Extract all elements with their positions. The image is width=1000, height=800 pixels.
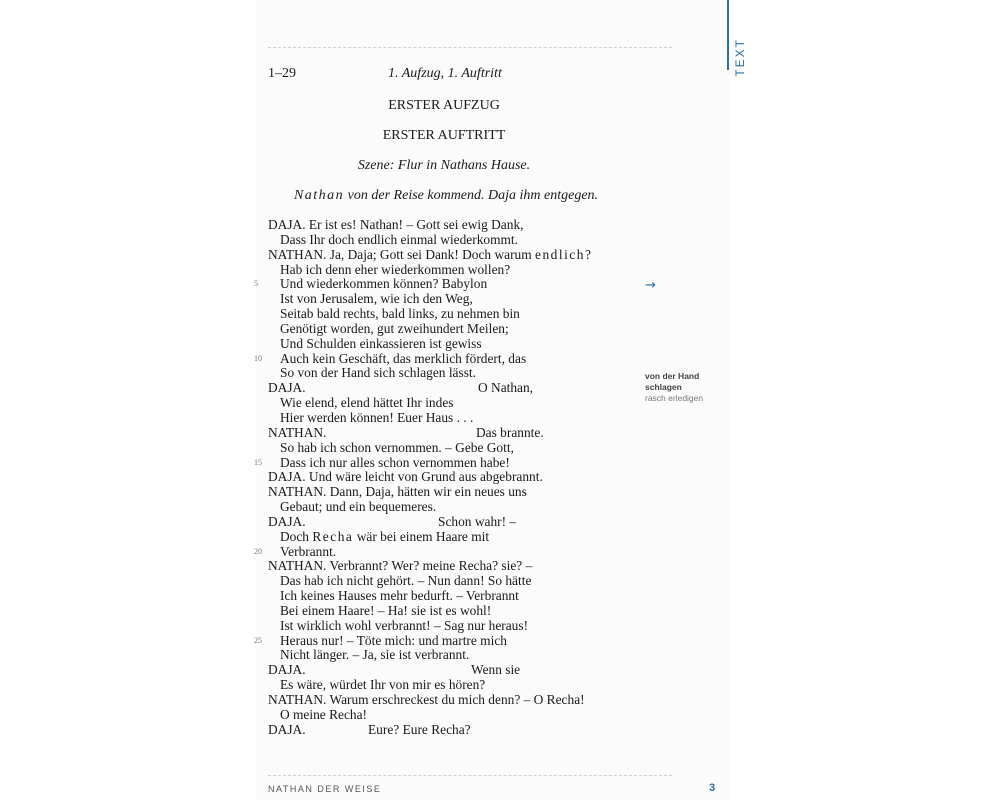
line-text: Ist wirklich wohl verbrannt! – Sag nur heraus! bbox=[280, 617, 529, 633]
line-text: NATHAN. Warum erschreckest du mich denn? – O Recha! bbox=[268, 692, 585, 707]
line-text: Dass Ihr doch endlich einmal wiederkommt. bbox=[280, 231, 518, 247]
script-line bbox=[268, 589, 648, 604]
line-text: Das hab ich nicht gehört. – Nun dann! So hätte bbox=[280, 573, 532, 589]
script-line bbox=[268, 322, 648, 337]
script-line bbox=[268, 604, 648, 619]
line-text: NATHAN. Ja, Daja; Gott sei Dank! Doch warum bbox=[268, 246, 532, 262]
line-text: Hier werden können! Euer Haus . . . bbox=[280, 409, 474, 425]
line-text: So hab ich schon vernommen. – Gebe Gott, bbox=[280, 439, 514, 455]
script-line bbox=[268, 663, 648, 678]
running-head: 1. Aufzug, 1. Auftritt bbox=[388, 66, 502, 81]
line-text: Hab ich denn eher wiederkommen wollen? bbox=[280, 261, 511, 277]
script-line bbox=[268, 485, 648, 500]
side-tab-label[interactable]: TEXT bbox=[733, 38, 747, 77]
page-number: 3 bbox=[709, 782, 716, 794]
line-text: Wie elend, elend hättet Ihr indes bbox=[280, 395, 454, 411]
line-text: O meine Recha! bbox=[280, 706, 367, 722]
line-range: 1–29 bbox=[268, 66, 296, 81]
line-text: So von der Hand sich schlagen lässt. bbox=[280, 365, 476, 381]
script-line bbox=[254, 276, 648, 292]
act-title: ERSTER AUFZUG bbox=[388, 98, 500, 113]
footer-title: NATHAN DER WEISE bbox=[268, 784, 382, 794]
arrow-right-icon[interactable]: → bbox=[645, 278, 656, 293]
script-line bbox=[268, 292, 648, 307]
line-text: Wenn sie bbox=[471, 662, 521, 678]
line-number: 5 bbox=[254, 279, 258, 289]
script-line bbox=[268, 693, 648, 708]
speaker: DAJA. bbox=[268, 662, 306, 678]
line-text-emphasis: endlich? bbox=[535, 246, 593, 262]
line-text: DAJA. Und wäre leicht von Grund aus abgebrannt. bbox=[268, 469, 543, 485]
scene-title: ERSTER AUFTRITT bbox=[382, 128, 506, 143]
script-line bbox=[268, 530, 648, 545]
gloss-definition: rasch erledigen bbox=[645, 393, 704, 403]
line-text: Genötigt worden, gut zweihundert Meilen; bbox=[280, 320, 509, 336]
gloss-term: von der Hand schlagen bbox=[645, 371, 700, 392]
line-text: DAJA. Er ist es! Nathan! – Gott sei ewig Dank, bbox=[268, 217, 524, 232]
line-text: Nicht länger. – Ja, sie ist verbrannt. bbox=[280, 647, 470, 663]
line-text: Das brannte. bbox=[476, 424, 544, 440]
line-text: Schon wahr! – bbox=[438, 513, 517, 529]
top-divider bbox=[268, 47, 672, 48]
script-line bbox=[268, 248, 648, 263]
line-text: Eure? Eure Recha? bbox=[368, 721, 471, 737]
line-text: Ich keines Hauses mehr bedurft. – Verbrannt bbox=[280, 588, 519, 604]
script-line bbox=[268, 307, 648, 322]
line-text: NATHAN. Dann, Daja, hätten wir ein neues uns bbox=[268, 484, 527, 500]
script-line bbox=[268, 500, 648, 515]
script-line bbox=[254, 454, 648, 471]
side-tab-rule bbox=[727, 0, 729, 70]
script-line bbox=[268, 426, 648, 441]
script-line bbox=[268, 337, 648, 352]
script-line bbox=[268, 263, 648, 278]
line-text: Und Schulden einkassieren ist gewiss bbox=[280, 335, 482, 351]
stage-direction-name: Nathan bbox=[293, 188, 345, 203]
script-line bbox=[268, 366, 648, 381]
line-text: Dass ich nur alles schon vernommen habe! bbox=[280, 454, 510, 470]
line-number: 10 bbox=[254, 353, 262, 363]
scene-setting: Szene: Flur in Nathans Hause. bbox=[357, 158, 531, 173]
line-text: Bei einem Haare! – Ha! sie ist es wohl! bbox=[280, 602, 492, 618]
play-text bbox=[254, 217, 648, 738]
script-line bbox=[268, 559, 648, 574]
script-line bbox=[268, 515, 648, 530]
script-line bbox=[268, 441, 648, 456]
line-text: Und wiederkommen können? Babylon bbox=[280, 276, 488, 292]
stage-direction bbox=[270, 188, 622, 204]
script-line bbox=[254, 632, 648, 649]
line-text: Ist von Jerusalem, wie ich den Weg, bbox=[280, 291, 473, 307]
speaker: DAJA. bbox=[268, 721, 306, 737]
line-text: Verbrannt. bbox=[280, 543, 337, 559]
line-text: Auch kein Geschäft, das merklich fördert, das bbox=[280, 350, 527, 366]
script-line bbox=[268, 723, 648, 738]
script-line bbox=[268, 619, 648, 634]
margin-gloss bbox=[645, 371, 735, 404]
script-line bbox=[268, 648, 648, 663]
bottom-divider bbox=[268, 775, 672, 776]
script-line bbox=[268, 678, 648, 693]
line-text: NATHAN. Verbrannt? Wer? meine Recha? sie? – bbox=[268, 558, 533, 574]
script-line bbox=[268, 233, 648, 248]
line-text: Gebaut; und ein bequemeres. bbox=[280, 499, 437, 515]
script-line bbox=[268, 411, 648, 426]
script-line bbox=[268, 396, 648, 411]
script-line bbox=[268, 381, 648, 396]
line-text: Es wäre, würdet Ihr von mir es hören? bbox=[280, 677, 486, 693]
line-number: 15 bbox=[254, 457, 262, 467]
speaker: DAJA. bbox=[268, 380, 306, 396]
script-line bbox=[268, 470, 648, 485]
script-line bbox=[268, 574, 648, 589]
speaker: DAJA. bbox=[268, 513, 306, 529]
script-line bbox=[268, 218, 648, 233]
stage-direction-text: von der Reise kommend. bbox=[347, 188, 485, 203]
script-line bbox=[268, 708, 648, 723]
script-line bbox=[254, 350, 648, 367]
line-text: Doch bbox=[280, 528, 310, 544]
line-text: Seitab bald rechts, bald links, zu nehmen bin bbox=[280, 306, 520, 322]
script-line bbox=[254, 543, 648, 560]
line-number: 20 bbox=[254, 546, 262, 556]
line-text: Heraus nur! – Töte mich: und martre mich bbox=[280, 632, 507, 648]
line-text: wär bei einem Haare mit bbox=[356, 528, 490, 544]
line-number: 25 bbox=[254, 635, 262, 645]
stage-direction-text-2: ihm entgegen. bbox=[519, 188, 599, 203]
line-text: O Nathan, bbox=[478, 380, 534, 396]
speaker: NATHAN. bbox=[268, 424, 327, 440]
stage-direction-name-2: Daja bbox=[488, 188, 517, 203]
line-text-emphasis: Recha bbox=[312, 528, 354, 544]
